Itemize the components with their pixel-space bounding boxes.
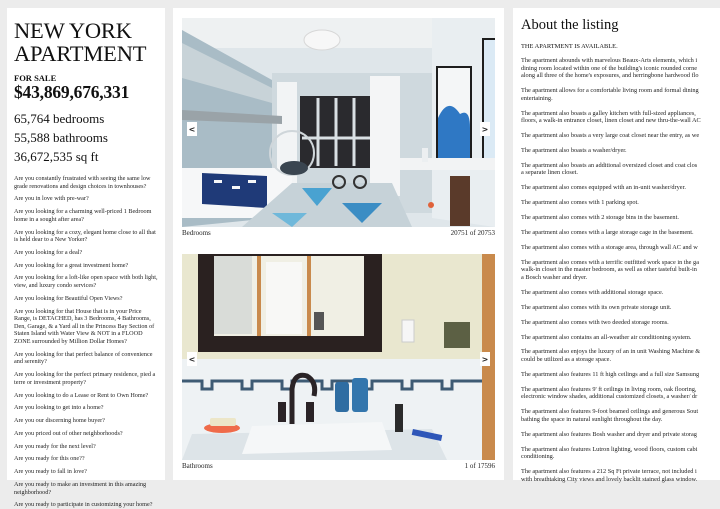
- photo-category-label: Bathrooms: [182, 462, 213, 470]
- about-paragraph-line: The apartment also features a 212 Sq Ft private terrace, not included i: [521, 468, 697, 476]
- about-paragraph: [521, 304, 720, 312]
- about-paragraph: [521, 87, 720, 102]
- photo-carousel-bedrooms: [182, 18, 495, 237]
- question-item: Are you looking for Beautiful Open Views?: [14, 294, 123, 302]
- listing-price: $43,869,676,331: [14, 82, 130, 102]
- about-paragraph-line: along all three of the home's exposures, and herringbone hardwood flo: [521, 72, 699, 80]
- availability-status: THE APARTMENT IS AVAILABLE.: [521, 43, 618, 50]
- about-paragraph-line: The apartment abounds with marvelous Beaux-Arts elements, which i: [521, 57, 698, 64]
- about-paragraph-line: The apartment allows for a comfortable living room and formal dining: [521, 87, 699, 95]
- about-listing-panel: [513, 8, 720, 483]
- photo-gallery-panel: [173, 8, 504, 480]
- previous-photo-button[interactable]: <: [187, 122, 197, 136]
- photo-carousel-bathrooms: [182, 254, 495, 470]
- question-item: Are you looking for a deal?: [14, 248, 83, 256]
- about-paragraph-line: The apartment also comes equipped with an in-unit washer/dryer.: [521, 184, 686, 192]
- about-paragraph-line: The apartment also enjoys the luxury of an in unit Washing Machine &: [521, 348, 701, 356]
- bathroom-image: [182, 254, 495, 460]
- about-paragraph-line: The apartment also comes with a storage area, through wall AC and w: [521, 243, 698, 251]
- next-photo-button[interactable]: >: [480, 122, 490, 136]
- about-paragraph-line: The apartment also comes with 2 storage bins in the basement.: [521, 214, 679, 222]
- about-paragraph-line: with breathtaking City views and lovely backlit stained glass window.: [521, 475, 698, 483]
- question-item: Are you in love with pre-war?: [14, 195, 89, 203]
- question-item: Are you looking for a loft-like open space with both light, view, and luxury condo services?: [14, 274, 158, 290]
- about-paragraph-line: electronic window shades, additional customized closets, a washer/ dr: [521, 393, 698, 401]
- square-footage: 36,672,535 sq ft: [14, 149, 99, 164]
- question-item: Are you looking to get into a home?: [14, 404, 104, 412]
- about-paragraph-line: The apartment also comes with its own private storage unit.: [521, 303, 672, 311]
- about-paragraph: [521, 229, 720, 237]
- about-paragraph: [521, 319, 720, 327]
- about-paragraph-line: The apartment also boasts a very large coat closet near the entry, as we: [521, 132, 700, 140]
- question-item: Are you ready to make an investment in this amazing neighborhood?: [14, 481, 147, 496]
- about-paragraph-line: could be utilized as a storage space.: [521, 356, 612, 363]
- photo-category-label: Bedrooms: [182, 229, 211, 237]
- about-paragraph: [521, 348, 720, 363]
- about-paragraph: [521, 408, 720, 423]
- about-paragraph-line: floors, a walk-in entrance closet, linen closet and new thru-the-wall AC: [521, 117, 701, 125]
- question-item: Are you looking for a great investment home?: [14, 261, 129, 269]
- about-paragraph: [521, 371, 720, 379]
- about-paragraph: [521, 259, 720, 282]
- about-paragraph: [521, 289, 720, 297]
- about-paragraph: [521, 468, 720, 483]
- listing-summary-panel: [7, 8, 165, 509]
- listing-stats: [14, 109, 159, 166]
- about-paragraph: [521, 446, 720, 461]
- about-paragraph-line: The apartment also comes with additional storage space.: [521, 288, 664, 296]
- question-item: Are you constantly frustrated with seeing the same low grade renovations and design choices in townhouses?: [14, 175, 151, 190]
- question-item: Are you ready for this one??: [14, 455, 85, 463]
- bathrooms-count: 55,588 bathrooms: [14, 130, 108, 145]
- question-item: Are you ready to fall in love?: [14, 468, 87, 476]
- about-paragraph: [521, 184, 720, 192]
- listing-status: FOR SALE: [14, 73, 57, 83]
- about-paragraph: [521, 386, 720, 401]
- about-paragraph: [521, 431, 720, 439]
- about-paragraph-line: The apartment also comes with two deeded storage rooms.: [521, 318, 669, 326]
- about-paragraph: [521, 199, 720, 207]
- about-paragraph-line: The apartment also features Bosh washer and dryer and private storag: [521, 430, 697, 438]
- bedroom-image: [182, 18, 495, 227]
- about-paragraph: [521, 57, 720, 80]
- about-paragraph-line: The apartment also comes with a terrific outfitted work space in the ga: [521, 258, 699, 266]
- about-paragraph-line: The apartment also boasts a galley kitchen with full-sized appliances,: [521, 109, 696, 117]
- about-paragraph-line: The apartment also features 9-foot beamed ceilings and generous Sout: [521, 408, 699, 416]
- title-line-2: APARTMENT: [14, 41, 147, 66]
- about-paragraph: [521, 162, 720, 177]
- about-paragraph: [521, 110, 720, 125]
- photo-counter: 20751 of 20753: [450, 229, 495, 237]
- photo-caption-bar: [182, 462, 495, 470]
- about-paragraph-line: bathing the space in natural sunlight throughout the day.: [521, 415, 663, 423]
- about-paragraph: [521, 244, 720, 252]
- about-heading: About the listing: [521, 17, 619, 33]
- bedrooms-count: 65,764 bedrooms: [14, 111, 105, 126]
- about-paragraph-line: The apartment also features Lutron lighting, wood floors, custom cabi: [521, 445, 698, 453]
- about-paragraph-line: The apartment also boasts an additional oversized closet and coat clos: [521, 161, 698, 169]
- about-paragraph-line: conditioning.: [521, 453, 555, 461]
- about-paragraph-line: a Bosch washer and dryer.: [521, 273, 588, 281]
- bathroom-photo: [182, 254, 495, 460]
- question-item: Are you looking for a charming well-priced 1 Bedroom home in a sought after area?: [14, 208, 152, 223]
- about-paragraph-line: entertaining.: [521, 94, 553, 102]
- listing-title: [14, 19, 159, 65]
- about-paragraph-line: The apartment also features 11 ft high ceilings and a full size Samsung: [521, 370, 700, 378]
- about-paragraph-line: dining room located within one of the building's iconic rounded corne: [521, 64, 698, 72]
- question-item: Are you our discerning home buyer?: [14, 417, 105, 425]
- about-paragraph-line: The apartment also comes with 1 parking spot.: [521, 199, 639, 207]
- next-photo-button[interactable]: >: [480, 352, 490, 366]
- about-paragraph: [521, 147, 720, 155]
- about-paragraph: [521, 132, 720, 140]
- question-item: Are you ready for the next level?: [14, 442, 96, 450]
- question-item: Are you priced out of other neighborhoods?: [14, 429, 123, 437]
- about-paragraph-line: walk-in closet in the master bedroom, as well as other tasteful built-in: [521, 266, 697, 274]
- about-paragraph: [521, 334, 720, 342]
- question-item: Are you looking for that House that is in your Price Range, is DETACHED, has 3 Bedrooms, 4 Bathrooms, Den, Garage, & a Yard all in the Princess Bay Section of Staten Island with Water View & NOT in a FLOOD ZONE surrounded by Million Dollar Homes?: [14, 307, 155, 345]
- about-paragraph-line: The apartment also contains an all-weather air conditioning system.: [521, 333, 692, 341]
- question-item: Are you ready to participate in customizing your home?: [14, 501, 153, 509]
- question-item: Are you looking for that perfect balance of convenience and serenity?: [14, 350, 153, 366]
- about-paragraph-line: The apartment also boasts a washer/dryer.: [521, 146, 627, 154]
- question-item: Are you looking to do a Lease or Rent to Own Home?: [14, 391, 149, 399]
- question-item: Are you looking for the perfect primary residence, pied a terre or investment property?: [14, 371, 156, 386]
- about-paragraph: [521, 214, 720, 222]
- photo-caption-bar: [182, 229, 495, 237]
- bedroom-photo: [182, 18, 495, 227]
- photo-counter: 1 of 17596: [464, 462, 495, 470]
- question-item: Are you looking for a cozy, elegant home close to all that is held dear to a New Yorker?: [14, 228, 156, 244]
- about-paragraph-line: The apartment also comes with a large storage cage in the basement.: [521, 228, 694, 236]
- about-paragraph-line: a separate linen closet.: [521, 169, 578, 177]
- title-line-1: NEW YORK: [14, 18, 132, 43]
- about-paragraph-line: The apartment also features 9' ft ceilings in living room, oak flooring,: [521, 385, 697, 393]
- previous-photo-button[interactable]: <: [187, 352, 197, 366]
- about-paragraphs: [521, 57, 720, 483]
- questions-list: [14, 175, 159, 509]
